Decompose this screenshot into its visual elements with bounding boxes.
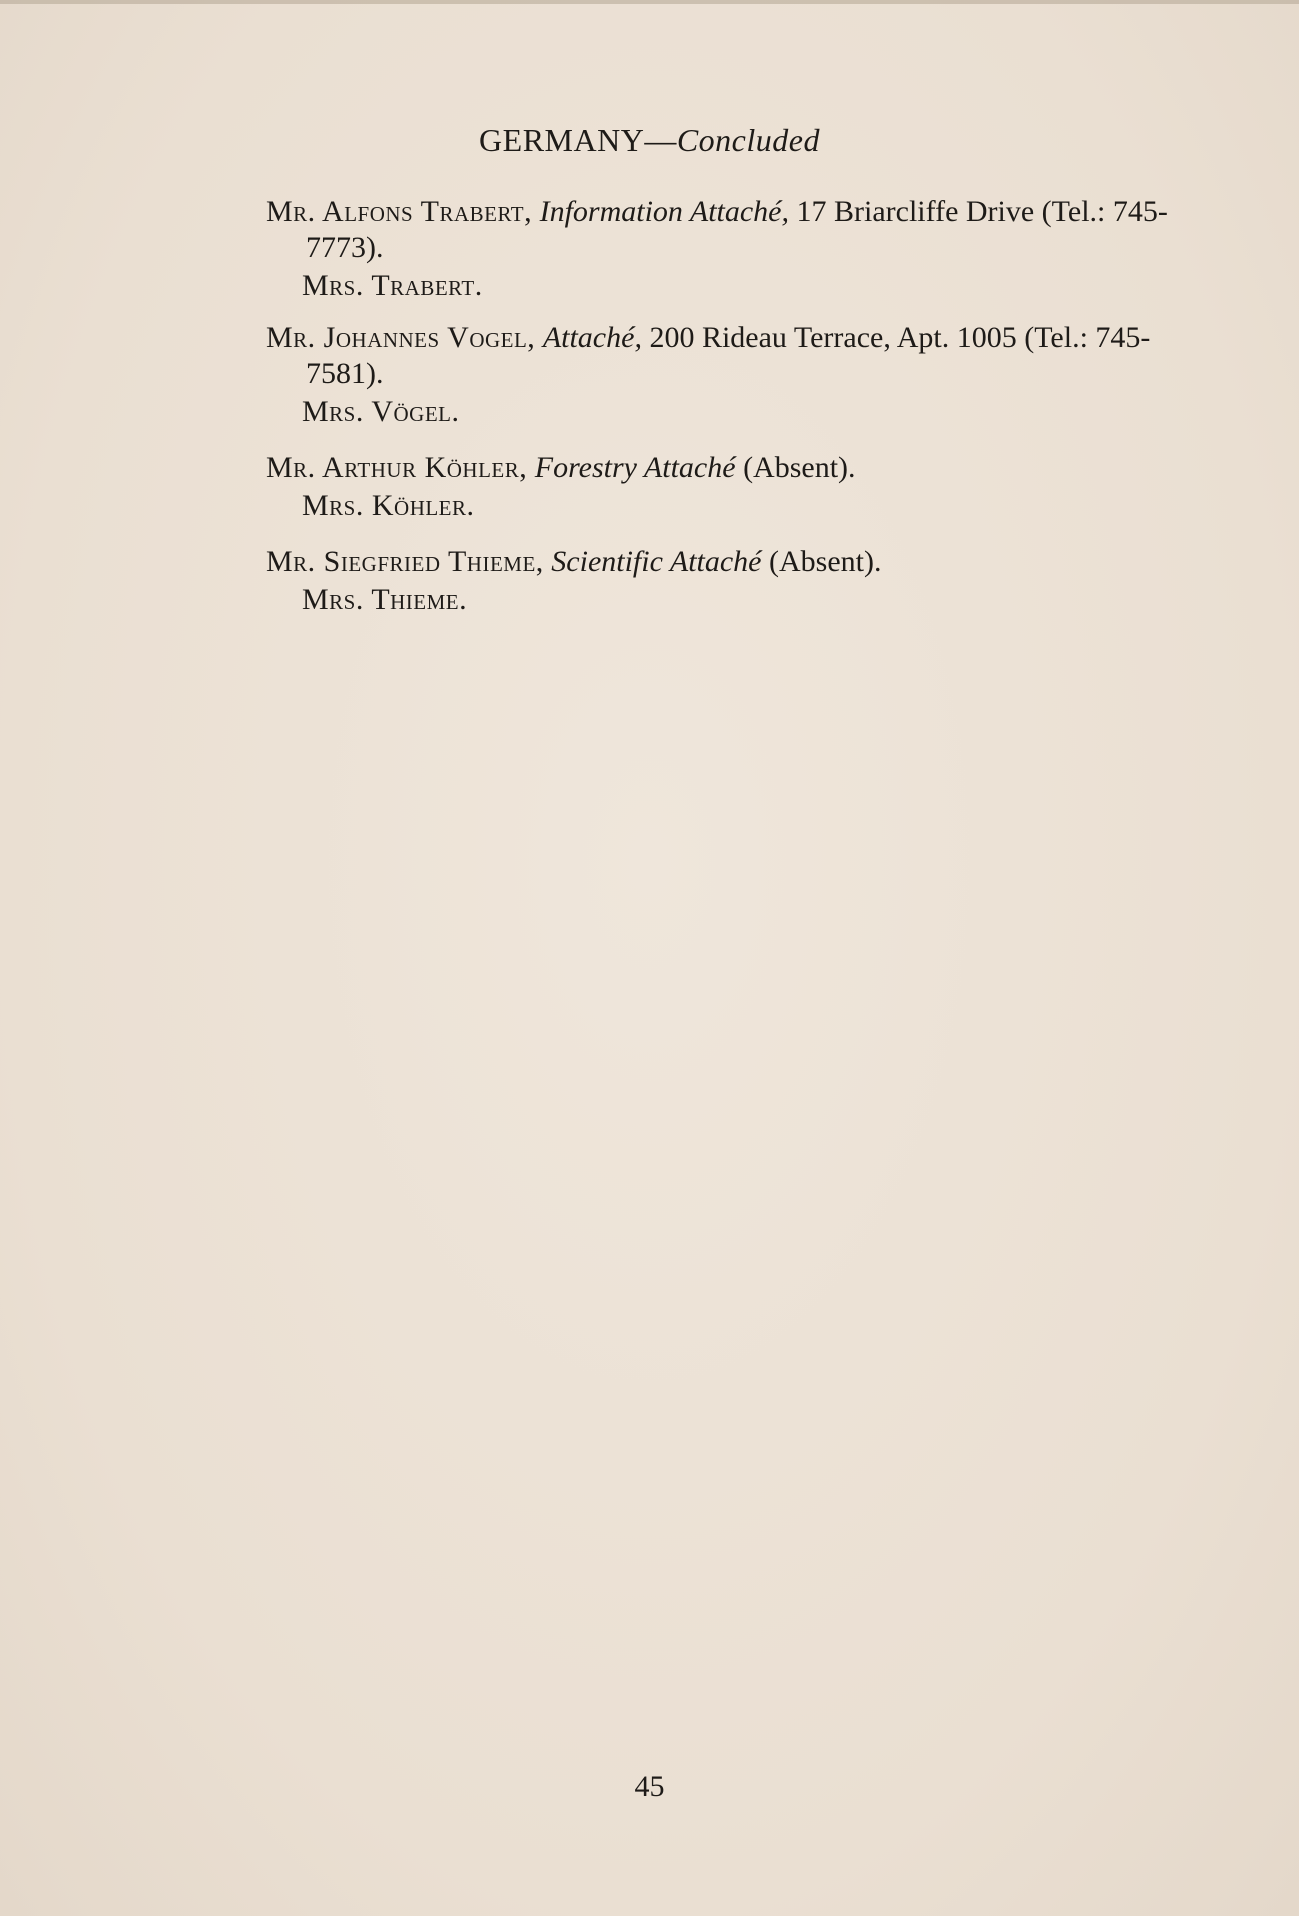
spouse-name: Mrs. Köhler.	[302, 489, 475, 522]
staff-name: Mr. Siegfried Thieme,	[266, 545, 544, 578]
spouse-name: Mrs. Vögel.	[302, 395, 460, 428]
staff-details: 200 Rideau Terrace, Apt. 1005 (Tel.: 745-7581).	[306, 321, 1151, 390]
staff-entry	[266, 194, 1186, 304]
page-heading	[0, 122, 1299, 159]
spouse-name: Mrs. Trabert.	[302, 269, 483, 302]
staff-details: 17 Briarcliffe Drive (Tel.: 745-7773).	[306, 195, 1168, 264]
staff-details: (Absent).	[769, 545, 882, 578]
staff-entry	[266, 320, 1186, 430]
staff-list	[266, 194, 1186, 634]
staff-entry	[266, 450, 1186, 524]
staff-entry-main-line	[266, 320, 1186, 392]
staff-name: Mr. Alfons Trabert,	[266, 195, 533, 228]
staff-entry-main-line	[266, 450, 1186, 486]
staff-title: Forestry Attaché	[534, 451, 736, 484]
staff-entry-main-line	[266, 544, 1186, 580]
staff-entry	[266, 544, 1186, 618]
page-number: 45	[634, 1770, 665, 1803]
staff-title: Information Attaché,	[539, 195, 789, 228]
page-top-edge	[0, 0, 1299, 4]
staff-entry-main-line	[266, 194, 1186, 266]
staff-name: Mr. Arthur Köhler,	[266, 451, 528, 484]
spouse-name: Mrs. Thieme.	[302, 583, 468, 616]
heading-concluded: Concluded	[676, 122, 820, 158]
heading-country: GERMANY—	[479, 122, 677, 158]
staff-details: (Absent).	[743, 451, 856, 484]
staff-title: Scientific Attaché	[551, 545, 762, 578]
staff-title: Attaché,	[542, 321, 642, 354]
staff-name: Mr. Johannes Vogel,	[266, 321, 536, 354]
